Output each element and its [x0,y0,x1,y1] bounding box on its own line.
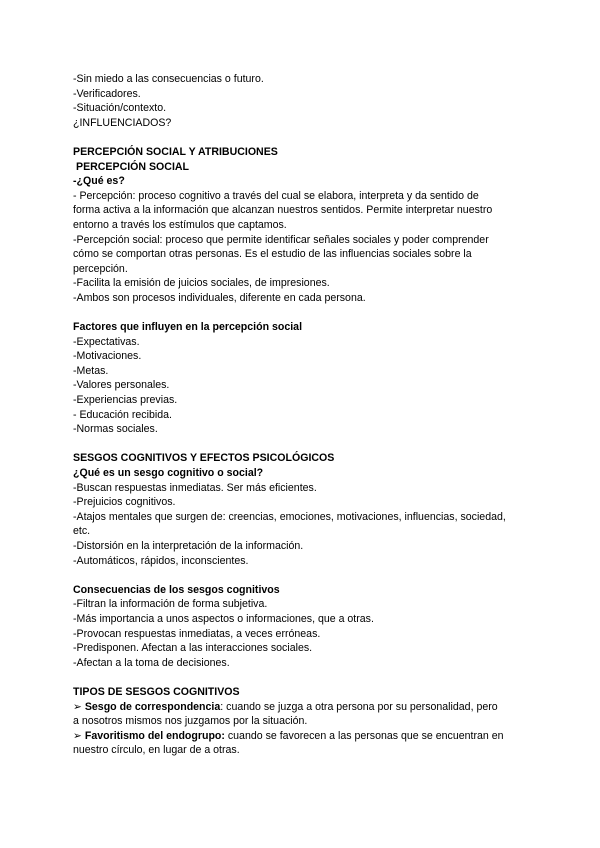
list-item: -Expectativas. [73,335,140,348]
list-item: -Más importancia a unos aspectos o informaciones, que a otras. [73,612,374,625]
list-item: -Buscan respuestas inmediatas. Ser más eficientes. [73,481,317,494]
intro-line-3: -Situación/contexto. [73,102,167,115]
list-item: -Filtran la información de forma subjetiva. [73,598,268,611]
text-line: forma activa a la información que alcanzan nuestros sentidos. Permite interpretar nuestro [73,204,493,217]
list-item: etc. [73,525,91,538]
list-item: - Educación recibida. [73,408,172,421]
intro-line-1: -Sin miedo a las consecuencias o futuro. [73,73,264,85]
intro-line-2: -Verificadores. [73,87,141,100]
list-item: -Afectan a la toma de decisiones. [73,656,230,669]
section-title-sesgos: SESGOS COGNITIVOS Y EFECTOS PSICOLÓGICOS [73,452,335,465]
text-line: -Facilita la emisión de juicios sociales, de impresiones. [73,277,330,290]
section-title-tipos-sesgos: TIPOS DE SESGOS COGNITIVOS [73,685,240,698]
bias-item-correspondencia [73,700,533,715]
list-item: -Automáticos, rápidos, inconscientes. [73,554,249,567]
list-item: -Motivaciones. [73,350,142,363]
list-item: -Distorsión en la interpretación de la información. [73,540,304,552]
intro-line-4: ¿INFLUENCIADOS? [73,116,172,129]
list-item: -Experiencias previas. [73,394,178,407]
bias-term: Favoritismo del endogrupo: [84,729,225,742]
bias-description-continued: a nosotros mismos nos juzgamos por la situación. [73,715,308,728]
text-line: -Percepción social: proceso que permite identificar señales sociales y poder comprender [73,233,489,246]
bias-description-continued: nuestro círculo, en lugar de a otras. [73,744,240,757]
bias-description: cuando se favorecen a las personas que se encuentran en [224,729,504,742]
list-item: -Metas. [73,364,109,377]
bias-term: Sesgo de correspondencia [84,700,221,713]
section-title-percepcion-atribuciones: PERCEPCIÓN SOCIAL Y ATRIBUCIONES [73,145,278,158]
list-item: -Normas sociales. [73,423,158,436]
text-line: entorno a través los estímulos que captamos. [73,218,287,231]
text-line: - Percepción: proceso cognitivo a través del cual se elabora, interpreta y da sentido de [73,189,479,202]
list-item: -Provocan respuestas inmediatas, a veces erróneas. [73,627,321,640]
section-title-factores: Factores que influyen en la percepción social [73,321,303,334]
text-line: cómo se comportan otras personas. Es el estudio de las influencias sociales sobre la [73,248,472,261]
text-line: -Ambos son procesos individuales, diferente en cada persona. [73,291,366,304]
text-line: percepción. [73,262,128,275]
list-item: -Atajos mentales que surgen de: creencias, emociones, motivaciones, influencias, sociedad, [73,510,506,523]
list-item: -Valores personales. [73,379,170,392]
bias-item-endogrupo [73,729,533,744]
section-subtitle-percepcion-social: PERCEPCIÓN SOCIAL [76,160,190,173]
question-sesgo-cognitivo: ¿Qué es un sesgo cognitivo o social? [73,467,264,480]
question-que-es: -¿Qué es? [73,175,125,188]
list-item: -Prejuicios cognitivos. [73,496,176,509]
bias-description: : cuando se juzga a otra persona por su personalidad, pero [220,700,498,713]
arrow-bullet-icon: ➢ [73,729,82,742]
document-body [73,72,533,758]
section-title-consecuencias: Consecuencias de los sesgos cognitivos [73,583,280,596]
list-item: -Predisponen. Afectan a las interacciones sociales. [73,642,313,655]
arrow-bullet-icon: ➢ [73,700,82,713]
